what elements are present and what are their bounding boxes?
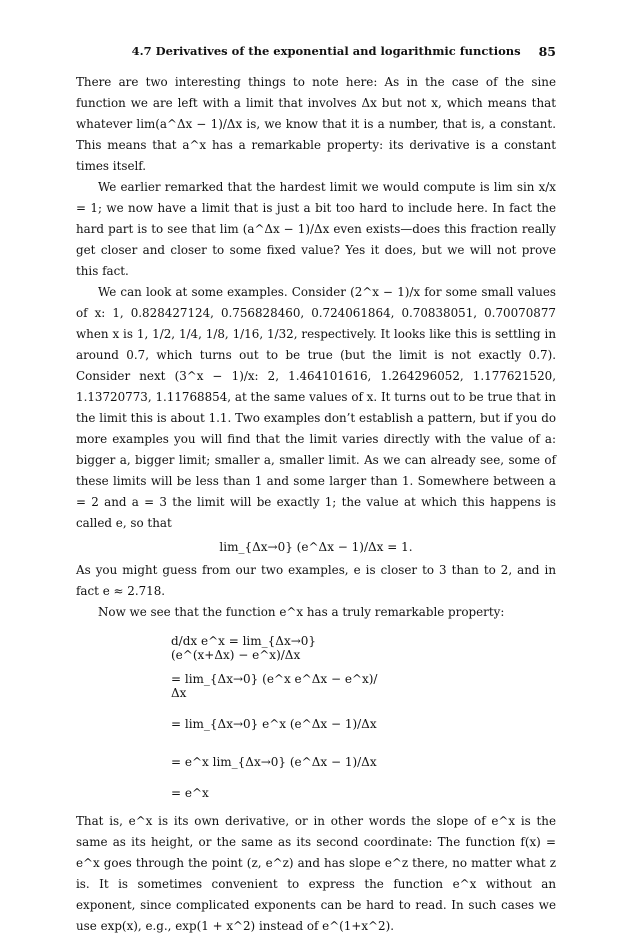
paragraph-2: We earlier remarked that the hardest limit we would compute is lim sin x/x = 1; we now have a limit that is just a bit too hard to include here. In fact the hard part is to see that lim (a^Δx − 1)/Δx even exists—does this fraction really get closer and closer to some fixed value? Yes it does, but we will not prove this fact.	[76, 180, 556, 278]
paragraph-5: Now we see that the function e^x has a truly remarkable property:	[98, 605, 505, 619]
paragraph-1: There are two interesting things to note here: As in the case of the sine function we are left with a limit that involves Δx but not x, which means that whatever lim(a^Δx − 1)/Δx is, we know that it is a number, that is, a constant. This means that a^x has a remarkable property: its derivative is a constant times itself.	[76, 75, 556, 173]
derivation-line-5: = e^x	[171, 786, 209, 800]
limit-definition-equation	[76, 540, 556, 554]
page	[76, 40, 556, 937]
paragraph-3: We can look at some examples. Consider (2^x − 1)/x for some small values of x: 1, 0.828427124, 0.756828460, 0.724061864, 0.70838051, 0.70070877 when x is 1, 1/2, 1/4, 1/8, 1/16, 1/32, respectively. It looks like this is settling in around 0.7, which turns out to be true (but the limit is not exactly 0.7). Consider next (3^x − 1)/x: 2, 1.464101616, 1.264296052, 1.177621520, 1.13720773, 1.11768854, at the same values of x. It turns out to be true that in the limit this is about 1.1. Two examples don’t establish a pattern, but if you do more examples you will find that the limit varies directly with the value of a: bigger a, bigger limit; smaller a, smaller limit. As we can already see, some of these limits will be less than 1 and some larger than 1. Somewhere between a = 2 and a = 3 the limit will be exactly 1; the value at which this happens is called e, so that	[76, 285, 556, 530]
limit-definition-text: lim_{Δx→0} (e^Δx − 1)/Δx = 1.	[219, 540, 413, 554]
derivation-line-1: d/dx e^x = lim_{Δx→0} (e^(x+Δx) − e^x)/Δx	[171, 634, 317, 662]
running-header	[76, 40, 556, 62]
section-title: 4.7 Derivatives of the exponential and logarithmic functions	[131, 44, 521, 58]
derivation-line-3: = lim_{Δx→0} e^x (e^Δx − 1)/Δx	[171, 717, 377, 731]
derivative-derivation	[171, 629, 381, 805]
paragraph-6: That is, e^x is its own derivative, or in other words the slope of e^x is the same as its height, or the same as its second coordinate: The function f(x) = e^x goes through the point (z, e^z) and has slope e^z there, no matter what z is. It is sometimes convenient to express the function e^x without an exponent, since complicated exponents can be hard to read. In such cases we use exp(x), e.g., exp(1 + x^2) instead of e^(1+x^2).	[76, 814, 556, 933]
derivation-line-4: = e^x lim_{Δx→0} (e^Δx − 1)/Δx	[171, 755, 377, 769]
page-number: 85	[538, 43, 556, 59]
derivation-line-2: = lim_{Δx→0} (e^x e^Δx − e^x)/Δx	[171, 672, 378, 700]
paragraph-4: As you might guess from our two examples, e is closer to 3 than to 2, and in fact e ≈ 2.718.	[76, 563, 556, 598]
